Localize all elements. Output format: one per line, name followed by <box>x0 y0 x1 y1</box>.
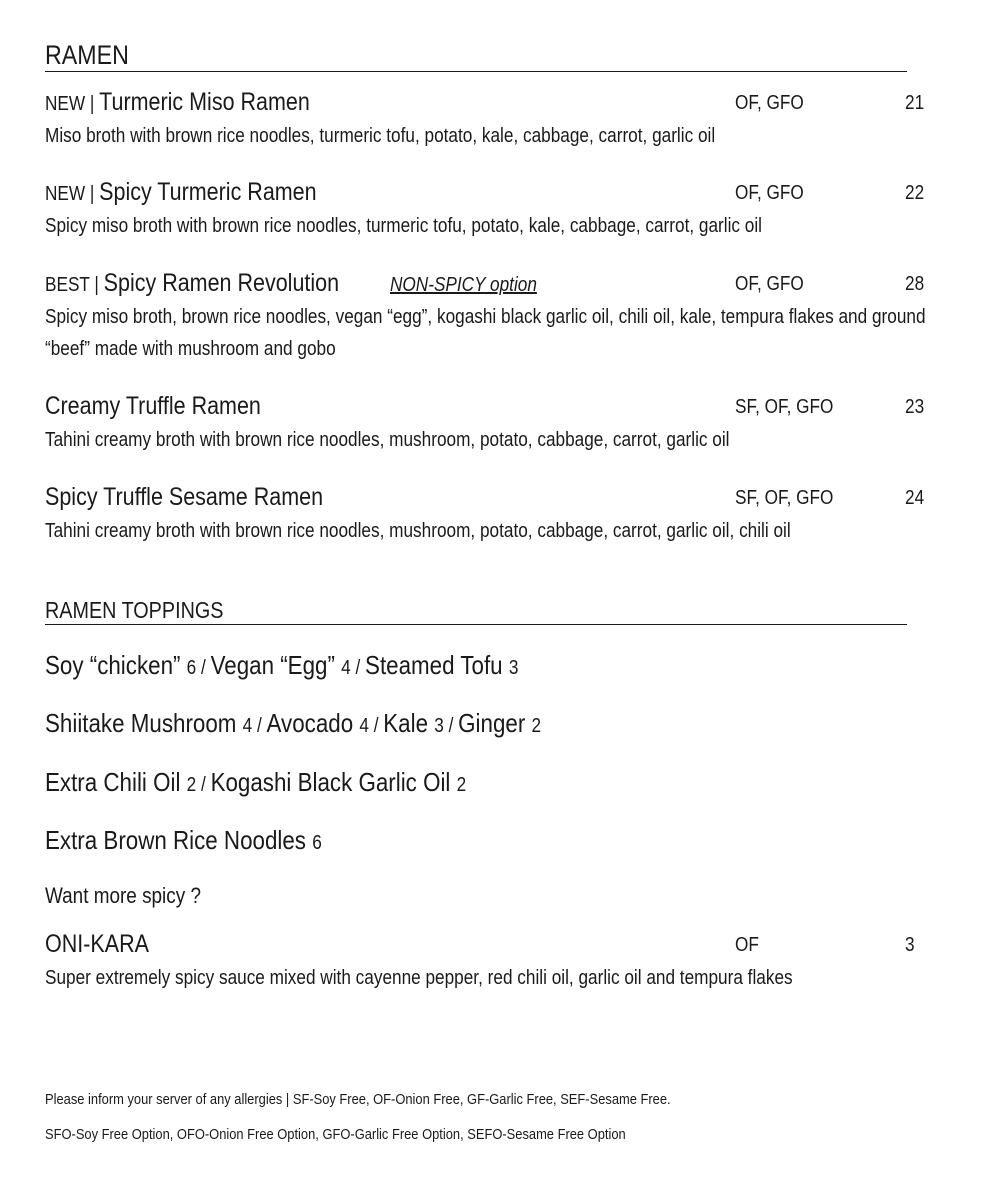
topping-name: Kogashi Black Garlic Oil <box>210 767 451 797</box>
menu-item <box>45 178 965 242</box>
non-spicy-option-link[interactable]: NON-SPICY option <box>390 274 537 296</box>
item-description: Tahini creamy broth with brown rice noodles, mushroom, potato, cabbage, carrot, garlic oil <box>45 429 730 451</box>
option-note: SFO-Soy Free Option, OFO-Onion Free Option, GFO-Garlic Free Option, SEFO-Sesame Free Option <box>45 1126 626 1143</box>
ramen-section-title: RAMEN <box>45 42 907 72</box>
item-prefix: BEST | <box>45 274 104 296</box>
topping-name: Extra Brown Rice Noodles <box>45 825 306 855</box>
topping-name: Vegan “Egg” <box>210 650 335 680</box>
topping-price: 6 <box>186 657 197 679</box>
item-diet: SF, OF, GFO <box>735 487 834 509</box>
item-price: 24 <box>905 487 925 509</box>
topping-price: 2 <box>531 715 542 737</box>
item-price: 21 <box>905 92 925 114</box>
topping-price: 6 <box>312 832 322 854</box>
item-diet: SF, OF, GFO <box>735 396 834 418</box>
item-prefix: NEW | <box>45 93 100 115</box>
menu-item <box>45 483 965 547</box>
topping-line: Soy “chicken” 6 / Vegan “Egg” 4 / Steamed Tofu 3 <box>45 650 519 680</box>
topping-name: Soy “chicken” <box>45 650 181 680</box>
menu-item-oni-kara <box>45 930 965 994</box>
item-diet: OF, GFO <box>735 273 804 295</box>
toppings-section-title: RAMEN TOPPINGS <box>45 599 907 625</box>
topping-name: Kale <box>383 708 429 738</box>
topping-price: 2 <box>186 774 197 796</box>
item-price: 28 <box>905 273 925 295</box>
item-name: Spicy Truffle Sesame Ramen <box>45 483 324 511</box>
topping-name: Extra Chili Oil <box>45 767 181 797</box>
item-description: Tahini creamy broth with brown rice noodles, mushroom, potato, cabbage, carrot, garlic oil, chili oil <box>45 520 791 542</box>
topping-name: Shiitake Mushroom <box>45 708 237 738</box>
item-description: Spicy miso broth, brown rice noodles, vegan “egg”, kogashi black garlic oil, chili oil, kale, tempura flakes and ground “beef” made with mushroom and gobo <box>45 306 926 360</box>
topping-line: Shiitake Mushroom 4 / Avocado 4 / Kale 3 / Ginger 2 <box>45 708 542 738</box>
topping-line: Extra Chili Oil 2 / Kogashi Black Garlic Oil 2 <box>45 767 467 797</box>
item-name: Spicy Turmeric Ramen <box>99 178 317 206</box>
menu-item <box>45 392 965 456</box>
want-more-spicy-link[interactable]: Want more spicy ? <box>45 883 201 908</box>
item-price: 22 <box>905 182 925 204</box>
item-price: 3 <box>905 934 915 956</box>
topping-price: 2 <box>456 774 467 796</box>
item-description: Super extremely spicy sauce mixed with cayenne pepper, red chili oil, garlic oil and tempura flakes <box>45 967 793 989</box>
item-price: 23 <box>905 396 925 418</box>
topping-price: 4 <box>359 715 369 737</box>
topping-name: Steamed Tofu <box>365 650 503 680</box>
topping-name: Avocado <box>266 708 354 738</box>
item-name: Turmeric Miso Ramen <box>99 88 310 116</box>
item-prefix: NEW | <box>45 183 100 205</box>
item-diet: OF <box>735 934 759 956</box>
topping-price: 3 <box>434 715 444 737</box>
topping-line <box>45 825 367 856</box>
item-diet: OF, GFO <box>735 182 804 204</box>
topping-price: 3 <box>508 657 519 679</box>
menu-item <box>45 269 965 365</box>
item-name: Creamy Truffle Ramen <box>45 392 261 420</box>
menu-item <box>45 88 965 152</box>
item-diet: OF, GFO <box>735 92 804 114</box>
topping-price: 4 <box>341 657 351 679</box>
topping-price: 4 <box>242 715 253 737</box>
topping-name: Ginger <box>458 708 526 738</box>
item-name: Spicy Ramen Revolution <box>103 269 340 297</box>
item-description: Miso broth with brown rice noodles, turmeric tofu, potato, kale, cabbage, carrot, garlic oil <box>45 125 716 147</box>
item-description: Spicy miso broth with brown rice noodles, turmeric tofu, potato, kale, cabbage, carrot, garlic oil <box>45 215 763 237</box>
allergy-note: Please inform your server of any allergies | SF-Soy Free, OF-Onion Free, GF-Garlic Free, SEF-Sesame Free. <box>45 1091 671 1108</box>
item-name: ONI-KARA <box>45 930 149 958</box>
